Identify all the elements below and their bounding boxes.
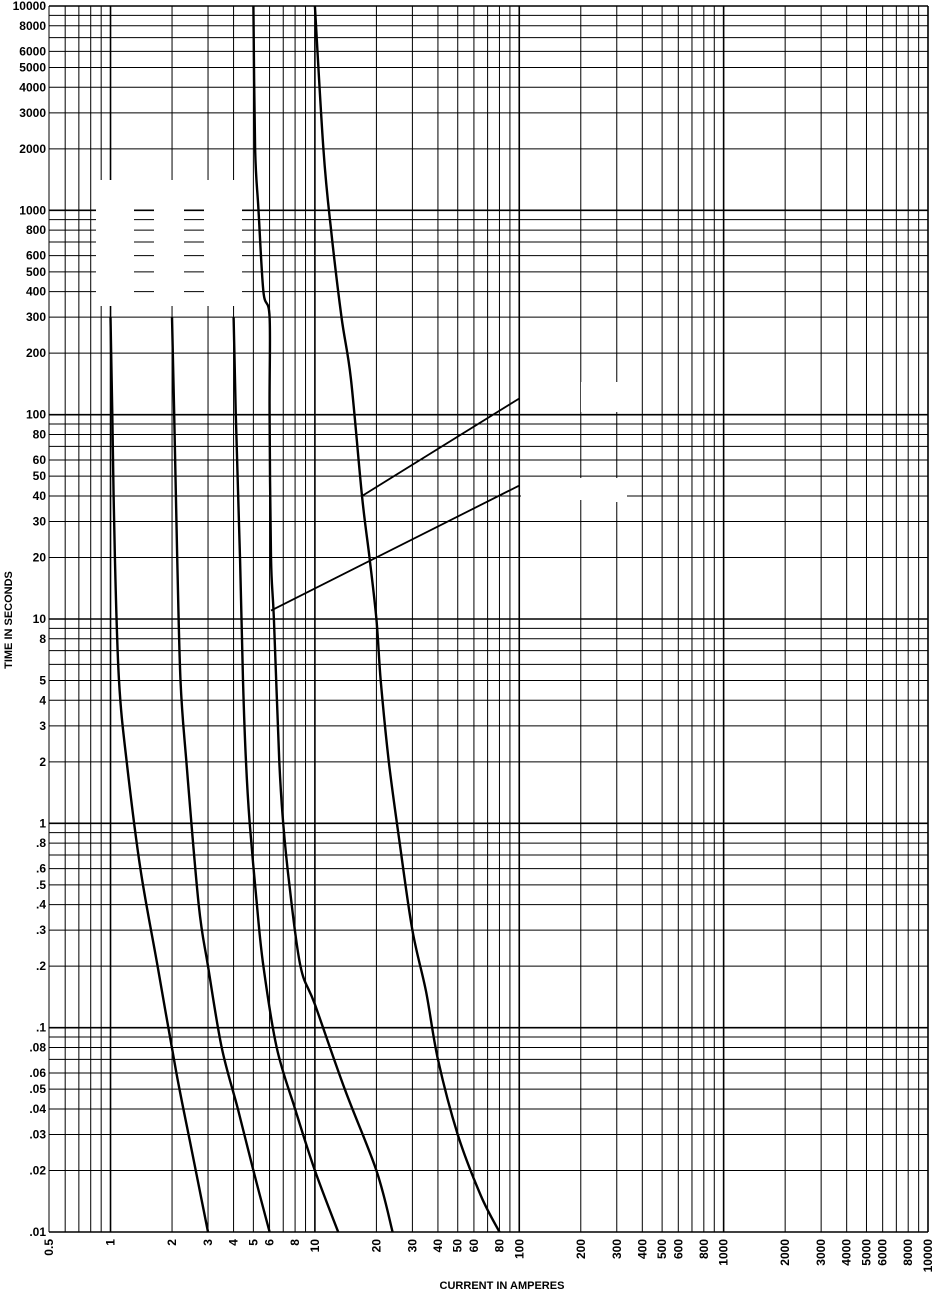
x-tick-label: 6000 <box>875 1239 890 1266</box>
x-tick-label: 5000 <box>859 1239 874 1266</box>
y-tick-label: 40 <box>32 489 46 503</box>
y-tick-label: .06 <box>29 1066 46 1080</box>
x-tick-label: 500 <box>655 1239 670 1260</box>
y-tick-label: 3000 <box>19 105 46 120</box>
x-tick-label: 10000 <box>921 1239 935 1273</box>
y-tick-label: 600 <box>25 248 46 263</box>
y-tick-label: 2 <box>39 754 46 769</box>
y-tick-label: 100 <box>25 407 46 422</box>
x-tick-label: 8000 <box>901 1239 916 1266</box>
y-tick-label: .1 <box>35 1020 46 1035</box>
y-tick-label: .6 <box>35 861 46 876</box>
x-tick-label: 0.5 <box>42 1239 56 1256</box>
x-tick-label: 1000 <box>716 1239 731 1266</box>
y-tick-label: 60 <box>32 453 46 467</box>
y-tick-label: .03 <box>29 1127 46 1142</box>
x-tick-label: 10 <box>307 1239 322 1253</box>
y-tick-label: 8 <box>39 631 46 646</box>
x-tick-label: 5 <box>246 1239 261 1246</box>
blank-area <box>96 180 134 306</box>
y-tick-label: 3 <box>39 718 46 733</box>
blank-area <box>154 180 184 306</box>
x-tick-label: 600 <box>671 1239 686 1260</box>
blank-area <box>204 180 242 306</box>
x-tick-label: 4 <box>226 1239 241 1246</box>
y-tick-label: 800 <box>25 223 46 238</box>
leader-line-2 <box>271 486 519 611</box>
y-tick-label: .3 <box>35 923 46 938</box>
x-tick-label: 800 <box>696 1239 711 1260</box>
y-tick-label: 300 <box>25 310 46 325</box>
y-tick-label: 80 <box>32 427 46 442</box>
x-tick-label: 2000 <box>778 1239 793 1266</box>
blank-area <box>583 500 619 502</box>
y-tick-label: .4 <box>35 897 46 912</box>
y-tick-label: 30 <box>32 514 46 529</box>
y-tick-label: 20 <box>32 550 46 565</box>
x-tick-label: 300 <box>609 1239 624 1260</box>
x-tick-label: 50 <box>450 1239 465 1253</box>
x-tick-label: 40 <box>430 1239 445 1253</box>
y-tick-label: .05 <box>29 1082 46 1097</box>
y-tick-label: .5 <box>35 877 46 892</box>
blank-area <box>521 478 627 500</box>
x-tick-label: 8 <box>288 1239 303 1246</box>
y-tick-label: 400 <box>25 284 46 299</box>
series-curve-2 <box>172 317 270 1232</box>
y-tick-label: .8 <box>35 836 46 851</box>
x-tick-label: 80 <box>492 1239 507 1253</box>
leader-lines <box>271 398 519 610</box>
y-tick-label: .02 <box>29 1163 46 1178</box>
y-tick-label: 1000 <box>19 203 46 218</box>
y-tick-label: 10 <box>32 612 46 626</box>
x-tick-label: 60 <box>466 1239 481 1253</box>
x-tick-label: 30 <box>405 1239 420 1253</box>
x-tick-label: 20 <box>369 1239 384 1253</box>
x-tick-label: 6 <box>262 1239 277 1246</box>
x-tick-label: 2 <box>165 1239 179 1246</box>
x-tick-label: 100 <box>512 1239 527 1260</box>
y-tick-label: .01 <box>29 1225 46 1239</box>
x-tick-label: 4000 <box>839 1239 854 1266</box>
y-axis-label: TIME IN SECONDS <box>3 571 15 669</box>
series-curve-3 <box>234 317 339 1232</box>
x-tick-label: 3000 <box>814 1239 829 1266</box>
y-tick-label: 5000 <box>19 60 46 75</box>
y-tick-label: 6000 <box>19 44 46 59</box>
y-tick-label: .08 <box>29 1040 46 1055</box>
leader-line-1 <box>362 398 519 495</box>
y-tick-label: 10000 <box>12 0 46 13</box>
y-tick-label: 200 <box>25 346 46 361</box>
blank-area <box>581 382 619 412</box>
series-curve-1 <box>111 317 209 1232</box>
x-tick-labels <box>42 1239 935 1273</box>
x-axis-label: CURRENT IN AMPERES <box>439 1280 565 1292</box>
y-tick-label: 4 <box>39 693 46 708</box>
y-tick-label: 500 <box>25 264 46 279</box>
y-tick-label: 50 <box>32 469 46 484</box>
y-tick-label: .2 <box>35 959 46 974</box>
y-tick-label: 8000 <box>19 18 46 33</box>
y-tick-label: 2000 <box>19 141 46 156</box>
x-tick-label: 3 <box>201 1239 215 1246</box>
y-tick-label: .04 <box>29 1102 46 1116</box>
x-tick-label: 1 <box>103 1239 118 1246</box>
y-tick-labels <box>13 0 47 1239</box>
y-tick-label: 4000 <box>19 80 46 95</box>
x-tick-label: 400 <box>635 1239 650 1260</box>
y-tick-label: 1 <box>39 816 46 831</box>
x-tick-label: 200 <box>573 1239 588 1260</box>
y-tick-label: 5 <box>39 673 46 688</box>
